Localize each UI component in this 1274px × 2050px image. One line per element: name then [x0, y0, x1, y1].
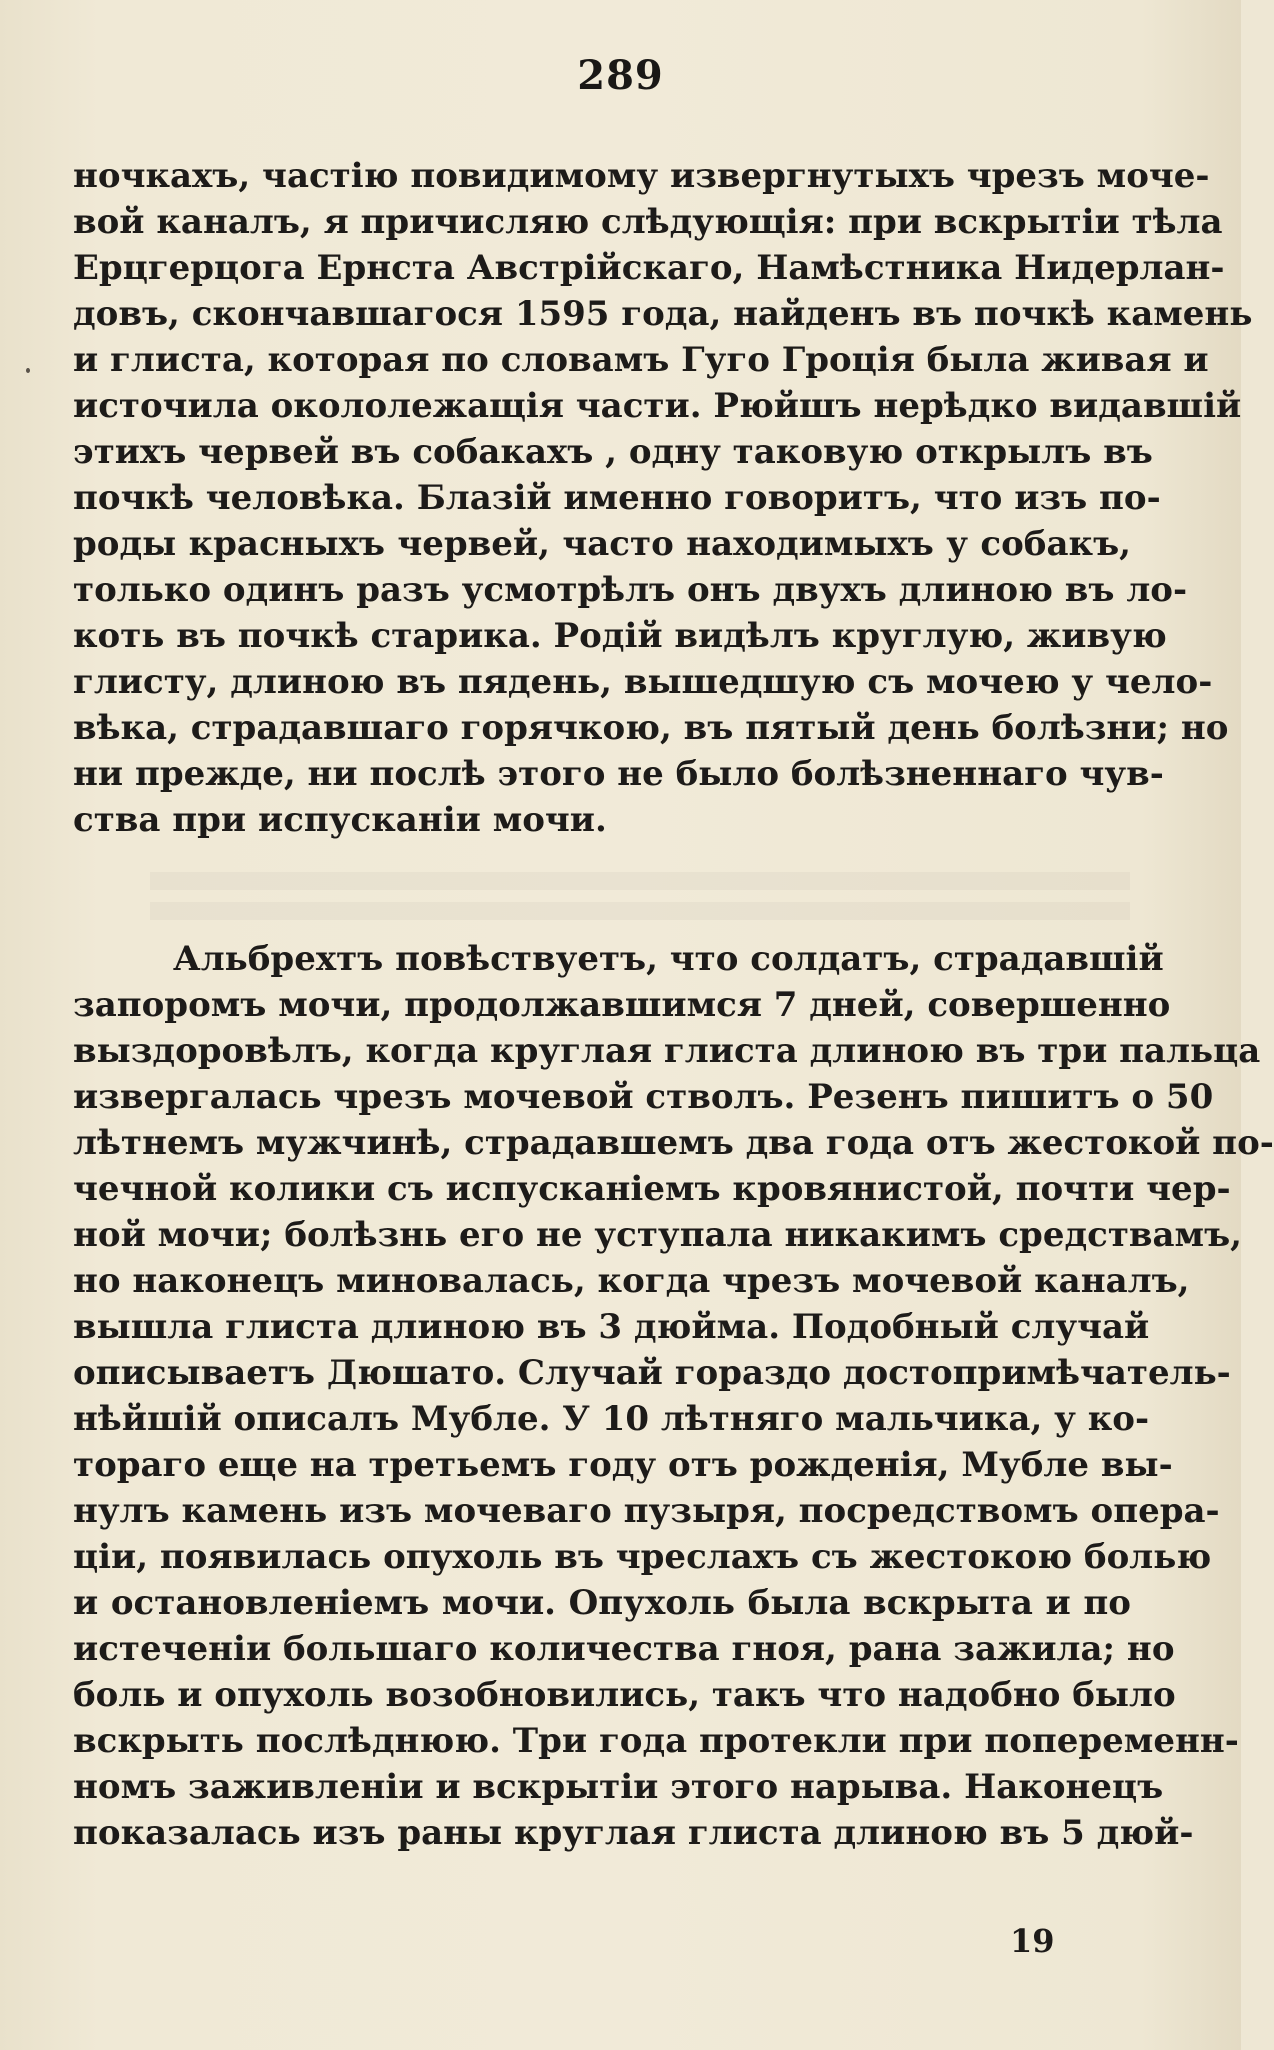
show-through-text — [150, 902, 1130, 920]
text-line: этихъ червей въ собакахъ , одну таковую открылъ въ — [73, 432, 1153, 472]
text-line: вой каналъ, я причисляю слѣдующія: при вскрытіи тѣла — [73, 202, 1223, 242]
paragraph-1 — [73, 153, 1253, 843]
text-line: ни прежде, ни послѣ этого не было болѣзненнаго чув- — [73, 754, 1164, 794]
show-through-text — [150, 872, 1130, 890]
text-line: выздоровѣлъ, когда круглая глиста длиною въ три пальца — [73, 1031, 1261, 1071]
text-line: вскрыть послѣднюю. Три года протекли при попеременн- — [73, 1721, 1239, 1761]
text-line: нѣйшій описалъ Мубле. У 10 лѣтняго мальчика, у ко- — [73, 1399, 1150, 1439]
text-line: вышла глиста длиною въ 3 дюйма. Подобный случай — [73, 1307, 1150, 1347]
text-line: и остановленіемъ мочи. Опухоль была вскрыта и по — [73, 1583, 1131, 1623]
text-line: ціи, появилась опухоль въ чреслахъ съ жестокою болью — [73, 1537, 1212, 1577]
text-line: ночкахъ, частію повидимому извергнутыхъ чрезъ моче- — [73, 156, 1210, 196]
text-line: источила окололежащія части. Рюйшъ нерѣдко видавшій — [73, 386, 1242, 426]
text-line: роды красныхъ червей, часто находимыхъ у собакъ, — [73, 524, 1131, 564]
text-line: вѣка, страдавшаго горячкою, въ пятый день болѣзни; но — [73, 708, 1229, 748]
text-line: ной мочи; болѣзнь его не уступала никакимъ средствамъ, — [73, 1215, 1242, 1255]
text-line: запоромъ мочи, продолжавшимся 7 дней, совершенно — [73, 985, 1171, 1025]
text-line: ства при испусканіи мочи. — [73, 800, 607, 840]
text-line: показалась изъ раны круглая глиста длиною въ 5 дюй- — [73, 1813, 1194, 1853]
text-line: Альбрехтъ повѣствуетъ, что солдатъ, страдавшій — [173, 939, 1164, 979]
ink-speck — [26, 368, 30, 373]
text-line: лѣтнемъ мужчинѣ, страдавшемъ два года отъ жестокой по- — [73, 1123, 1274, 1163]
text-line: коть въ почкѣ старика. Родій видѣлъ круглую, живую — [73, 616, 1167, 656]
text-line: извергалась чрезъ мочевой стволъ. Резенъ пишитъ о 50 — [73, 1077, 1214, 1117]
text-line: но наконецъ миновалась, когда чрезъ мочевой каналъ, — [73, 1261, 1190, 1301]
text-line: почкѣ человѣка. Блазій именно говоритъ, что изъ по- — [73, 478, 1161, 518]
text-line: нулъ камень изъ мочеваго пузыря, посредствомъ опера- — [73, 1491, 1220, 1531]
text-line: и глиста, которая по словамъ Гуго Гроція была живая и — [73, 340, 1209, 380]
text-line: боль и опухоль возобновились, такъ что надобно было — [73, 1675, 1176, 1715]
text-line: номъ заживленіи и вскрытіи этого нарыва. Наконецъ — [73, 1767, 1164, 1807]
text-line: довъ, скончавшагося 1595 года, найденъ въ почкѣ камень — [73, 294, 1253, 334]
text-line: чечной колики съ испусканіемъ кровянистой, почти чер- — [73, 1169, 1231, 1209]
text-line: тораго еще на третьемъ году отъ рожденія, Мубле вы- — [73, 1445, 1173, 1485]
text-line: только одинъ разъ усмотрѣлъ онъ двухъ длиною въ ло- — [73, 570, 1188, 610]
paragraph-2 — [73, 936, 1274, 1856]
text-line: описываетъ Дюшато. Случай гораздо достопримѣчатель- — [73, 1353, 1231, 1393]
signature-mark: 19 — [1010, 1922, 1055, 1960]
text-line: Ерцгерцога Ернста Австрійскаго, Намѣстника Нидерлан- — [73, 248, 1225, 288]
text-line: глисту, длиною въ пядень, вышедшую съ мочею у чело- — [73, 662, 1213, 702]
text-line: истеченіи большаго количества гноя, рана зажила; но — [73, 1629, 1175, 1669]
page-number: 289 — [577, 52, 664, 99]
